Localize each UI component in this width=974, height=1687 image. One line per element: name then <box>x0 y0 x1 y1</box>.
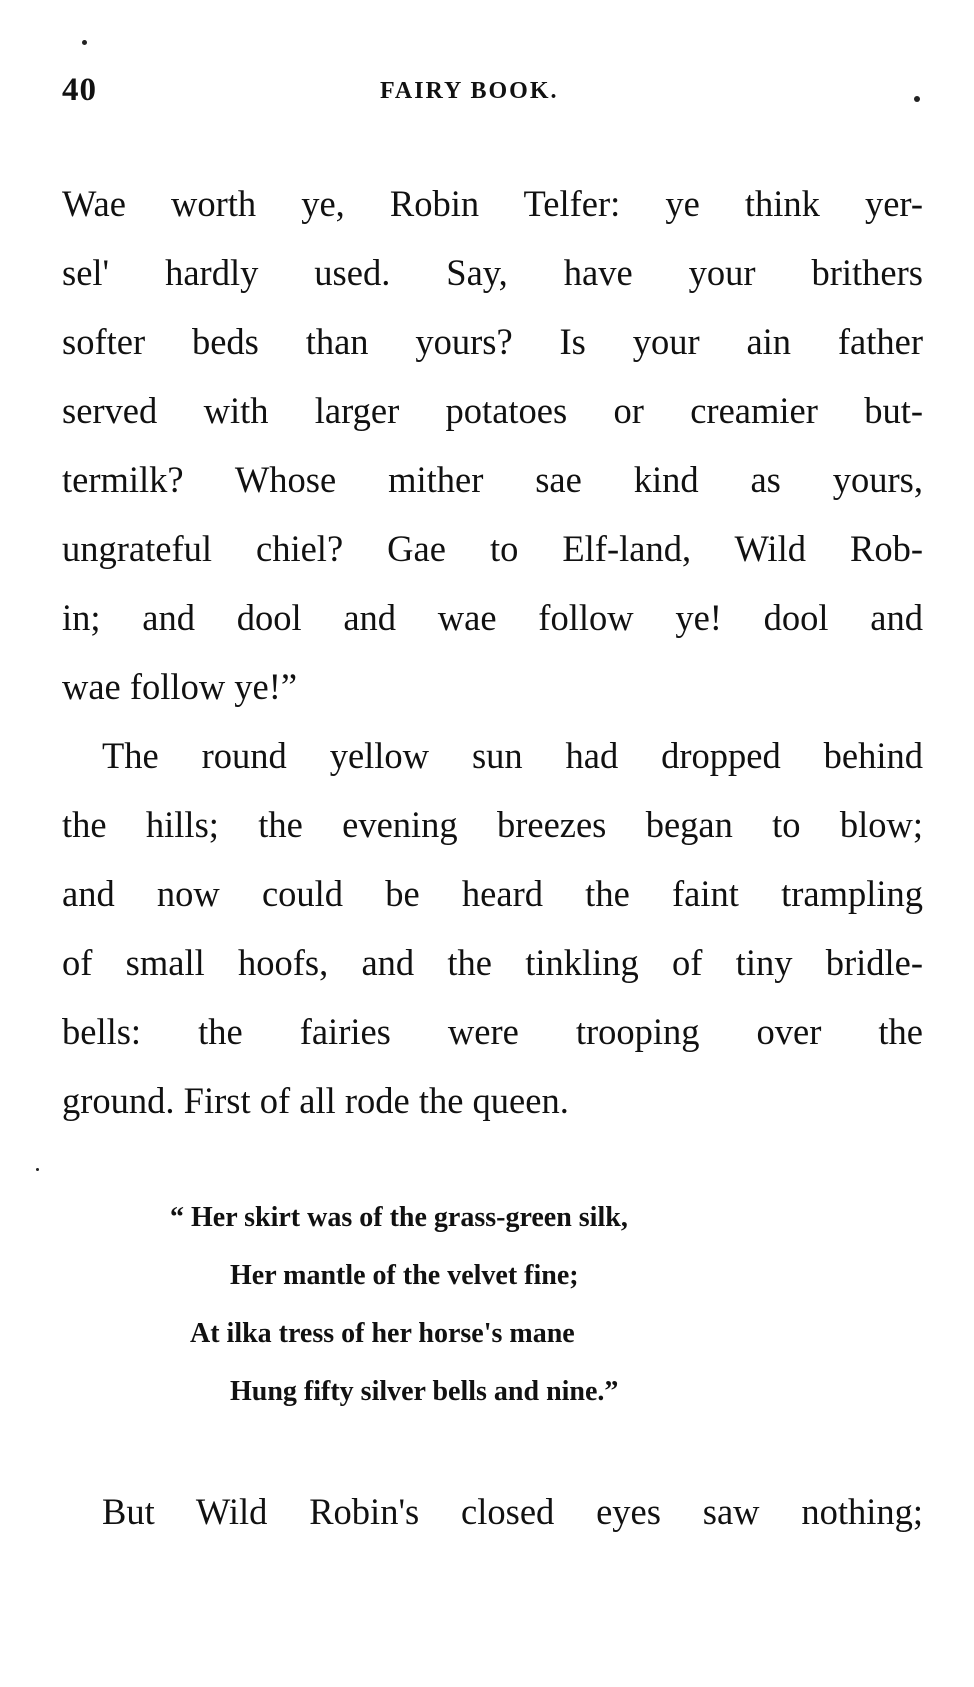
verse-line: Hung fifty silver bells and nine.” <box>230 1376 619 1407</box>
paragraph-2-line: ground. First of all rode the queen. <box>62 1080 569 1121</box>
paragraph-1-line: softer beds than yours? Is your ain father <box>62 321 923 362</box>
paragraph-1-line: in; and dool and wae follow ye! dool and <box>62 597 923 638</box>
page-header <box>62 72 922 112</box>
paragraph-1-line: served with larger potatoes or creamier but- <box>62 390 923 431</box>
paragraph-1-line: Wae worth ye, Robin Telfer: ye think yer- <box>62 183 923 224</box>
paragraph-2-line: the hills; the evening breezes began to blow; <box>62 804 923 845</box>
scan-speck <box>36 1168 39 1171</box>
verse-line: Her mantle of the velvet fine; <box>230 1260 579 1291</box>
paragraph-2-line: bells: the fairies were trooping over the <box>62 1011 923 1052</box>
scan-speck <box>82 40 87 45</box>
paragraph-1-line: ungrateful chiel? Gae to Elf-land, Wild Rob- <box>62 528 923 569</box>
paragraph-2-line: and now could be heard the faint trampling <box>62 873 923 914</box>
scan-speck <box>914 96 920 102</box>
paragraph-1-line: wae follow ye!” <box>62 666 298 707</box>
paragraph-1-line: sel' hardly used. Say, have your brithers <box>62 252 923 293</box>
verse-line: At ilka tress of her horse's mane <box>190 1318 575 1349</box>
paragraph-1-line: termilk? Whose mither sae kind as yours, <box>62 459 923 500</box>
paragraph-2-line: of small hoofs, and the tinkling of tiny bridle- <box>62 942 923 983</box>
running-title: FAIRY BOOK. <box>380 78 559 104</box>
paragraph-2-line: The round yellow sun had dropped behind <box>102 735 923 776</box>
verse-line: “ Her skirt was of the grass-green silk, <box>170 1202 628 1233</box>
page-number: 40 <box>62 72 97 108</box>
closing-line: But Wild Robin's closed eyes saw nothing; <box>102 1491 923 1532</box>
